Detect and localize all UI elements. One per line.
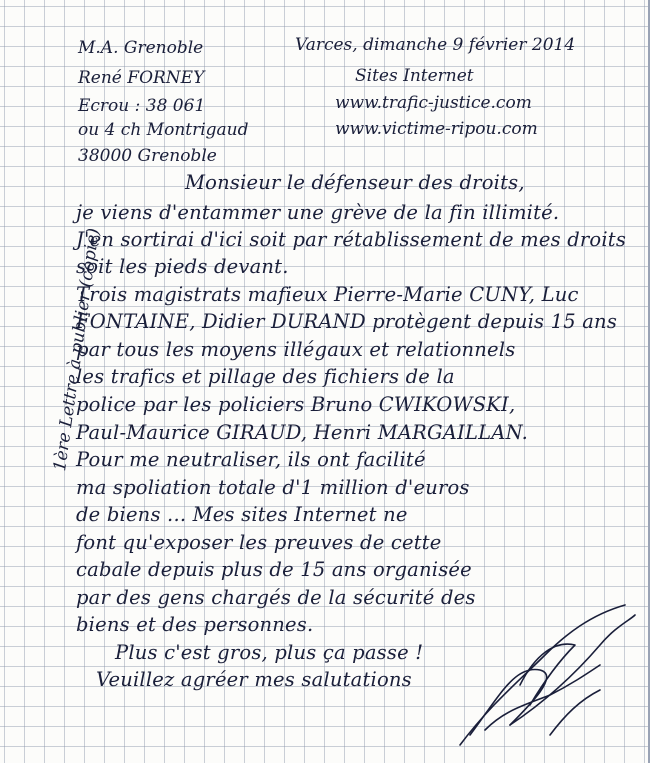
letter-line: biens et des personnes. [76,613,314,636]
letter-line: par tous les moyens illégaux et relationnels [76,338,516,361]
websites-heading: Sites Internet [355,66,474,86]
letter-line: police par les policiers Bruno CWIKOWSKI, [76,393,516,416]
letter-line: ma spoliation totale d'1 million d'euros [76,476,470,499]
letter-line: de biens ... Mes sites Internet ne [76,503,408,526]
sender-line-1: M.A. Grenoble [78,38,204,58]
margin-note: 1ère Lettre à publier (copie) [50,226,104,473]
letter-line: cabale depuis plus de 15 ans organisée [76,558,472,581]
sender-line-5: 38000 Grenoble [78,146,217,166]
website-url-2: www.victime-ripou.com [335,119,538,139]
date-line: Varces, dimanche 9 février 2014 [295,35,576,55]
closing-formula: Veuillez agréer mes salutations [96,668,412,691]
letter-line: Trois magistrats mafieux Pierre-Marie CUNY, Luc [76,283,579,306]
letter-line: soit les pieds devant. [76,255,289,278]
website-url-1: www.trafic-justice.com [335,93,532,113]
letter-line: FONTAINE, Didier DURAND protègent depuis 15 ans [76,310,618,333]
sender-line-2: René FORNEY [78,68,205,88]
letter-line: Paul-Maurice GIRAUD, Henri MARGAILLAN. [76,421,528,444]
sender-line-4: ou 4 ch Montrigaud [78,120,249,140]
handwritten-signature [450,585,640,755]
salutation: Monsieur le défenseur des droits, [185,171,525,194]
letter-line: les trafics et pillage des fichiers de la [76,365,455,388]
letter-line: par des gens chargés de la sécurité des [76,586,476,609]
sender-line-3: Ecrou : 38 061 [78,96,206,116]
closing-remark: Plus c'est gros, plus ça passe ! [115,641,424,664]
letter-line: Pour me neutraliser, ils ont facilité [76,448,426,471]
letter-line: font qu'exposer les preuves de cette [76,531,442,554]
letter-line: J'en sortirai d'ici soit par rétablissement de mes droits [76,228,627,251]
letter-line: je viens d'entammer une grève de la fin illimité. [76,201,560,224]
